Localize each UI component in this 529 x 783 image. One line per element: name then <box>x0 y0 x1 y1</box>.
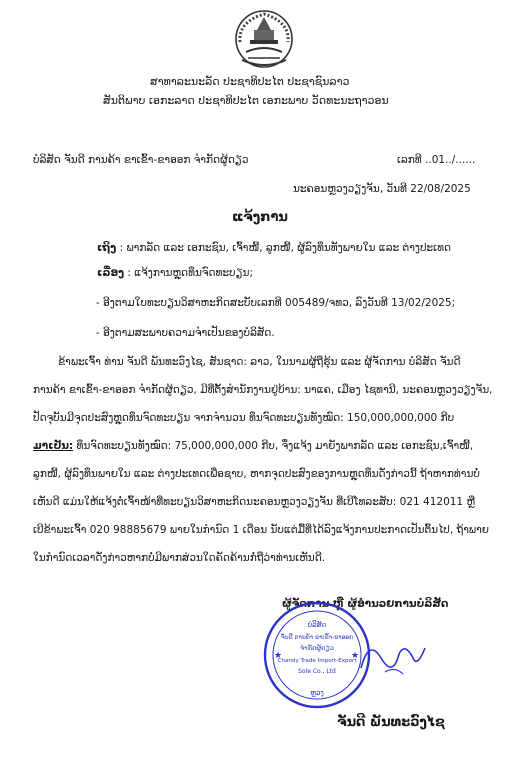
recipient-line <box>97 242 451 255</box>
body-line <box>33 440 473 453</box>
recipient-label: ເຖິງ <box>97 242 117 254</box>
company-name: ບໍລິສັດ ຈັນດີ ການຄ້າ ຂາເຂົ້າ-ຂາອອກ ຈຳກັດຜູ້ດຽວ <box>33 154 249 166</box>
body-line: ຂ້າພະເຈົ້າ ທ່ານ ຈັນດີ ພັນທະວົງໄຊ, ສັນຊາດ: ລາວ, ໃນນາມຜູ້ຖືຮຸ້ນ ແລະ ຜູ້ຈັດການ ບໍລິສັດ ຈັນດີ <box>58 356 461 368</box>
stamp-text: Sole Co., Ltd <box>298 668 336 675</box>
subject-label: ເລື່ອງ <box>97 267 125 279</box>
svg-text:★: ★ <box>351 651 360 661</box>
document-number: ເລກທີ ..01../...... <box>397 154 476 166</box>
body-line: ການຄ້າ ຂາເຂົ້າ-ຂາອອກ ຈຳກັດຜູ້ດຽວ, ມີທີ່ຕັ້ງສຳນັກງານຢູ່ບ້ານ: ນາແຄ, ເມືອງ ໄຊທານີ, ນະຄອນຫຼວງວຽງຈັນ, <box>33 384 493 396</box>
body-line: ເບີຂ້າພະເຈົ້າ 020 98885679 ພາຍໃນກຳນົດ 1 ເດືອນ ນັບແຕ່ມື້ທີ່ໄດ້ລົງແຈ້ງການປະກາດເປັນຕົ້ນໄປ, ຖ້າພາຍ <box>33 524 490 536</box>
body-line: ລູກໜີ້, ຜູ້ລົງທຶນພາຍໃນ ແລະ ຕ່າງປະເທດເພື່ອຊາບ, ຫາກຈຸດປະສົງຂອງການຫຼຸດທຶນດັ່ງກ່າວນີ້ ຖ້າຫາກທ່ານບໍ່ <box>33 468 480 480</box>
signatory-role: ຜູ້ຈັດການ ຫຼື ຜູ້ອຳນວຍການບໍລິສັດ <box>282 598 449 610</box>
state-motto-header: ສັນຕິພາບ ເອກະລາດ ປະຊາທິປະໄຕ ເອກະພາບ ວັດທະນະຖາວອນ <box>103 94 389 107</box>
svg-text:★: ★ <box>274 651 283 661</box>
stamp-text: ບໍລິສັດ <box>307 621 327 629</box>
state-name-header: ສາທາລະນະລັດ ປະຊາທິປະໄຕ ປະຊາຊົນລາວ <box>150 75 350 88</box>
handwritten-signature-icon <box>355 628 435 688</box>
document-title: ແຈ້ງການ <box>232 210 288 225</box>
stamp-text: ຈັນດີ ການຄ້າ ຂາເຂົ້າ-ຂາອອກ <box>280 634 354 641</box>
place-and-date: ນະຄອນຫຼວງວຽງຈັນ, ວັນທີ 22/08/2025 <box>293 183 471 195</box>
result-text: ທຶນຈົດທະບຽນທັງໝົດ: 75,000,000,000 ກີບ, ຈຶ່ງແຈ້ງ ມາຍັງພາກລັດ ແລະ ເອກະຊົນ,ເຈົ້າໜີ້, <box>73 440 474 452</box>
stamp-text: Chandy Trade Import-Export <box>277 658 357 664</box>
result-label: ມາເປັນ: <box>33 440 74 452</box>
stamp-text: ຫຼວງ <box>310 689 324 697</box>
stamp-text: ຈຳກັດຜູ້ດຽວ <box>300 644 334 652</box>
recipient-text: : ພາກລັດ ແລະ ເອກະຊົນ, ເຈົ້າໜີ້, ລູກໜີ້, ຜູ້ລົງທຶນທັງພາຍໃນ ແລະ ຕ່າງປະເທດ <box>116 242 452 254</box>
subject-line <box>97 267 253 280</box>
signatory-name: ຈັນດີ ພັນທະວົງໄຊ <box>337 715 445 730</box>
reference-item: - ອີງຕາມໃບທະບຽນວິສາຫະກິດສະບັບເລກທີ 005489/ຈທວ, ລົງວັນທີ 13/02/2025; <box>96 297 456 309</box>
body-line: ໃນກຳນົດເວລາດັ່ງກ່າວຫາກບໍ່ມີພາກສ່ວນໃດຄັດຄ້ານກໍ່ຖືວ່າທ່ານເຫັນດີ. <box>33 552 326 564</box>
body-line: ປັດຈຸບັນມີຈຸດປະສົງຫຼຸດທຶນຈົດທະບຽນ ຈາກຈຳນວນ ທຶນຈົດທະບຽນທັງໝົດ: 150,000,000,000 ກີບ <box>33 412 455 424</box>
subject-text: : ແຈ້ງການຫຼຸດທຶນຈົດທະບຽນ; <box>124 267 253 279</box>
reference-item: - ອີງຕາມສະພາບຄວາມຈຳເປັນຂອງບໍລິສັດ. <box>96 327 275 339</box>
national-emblem-icon <box>228 8 300 70</box>
body-line: ເຫັນດີ ແມ່ນໃຫ້ແຈ້ງຕໍ່ເຈົ້າໜ້າທີ່ທະບຽນວິສາຫະກິດນະຄອນຫຼວງວຽງຈັນ ທີ່ເບີໂທລະສັບ: 021 412011 ຫຼື <box>33 496 476 508</box>
